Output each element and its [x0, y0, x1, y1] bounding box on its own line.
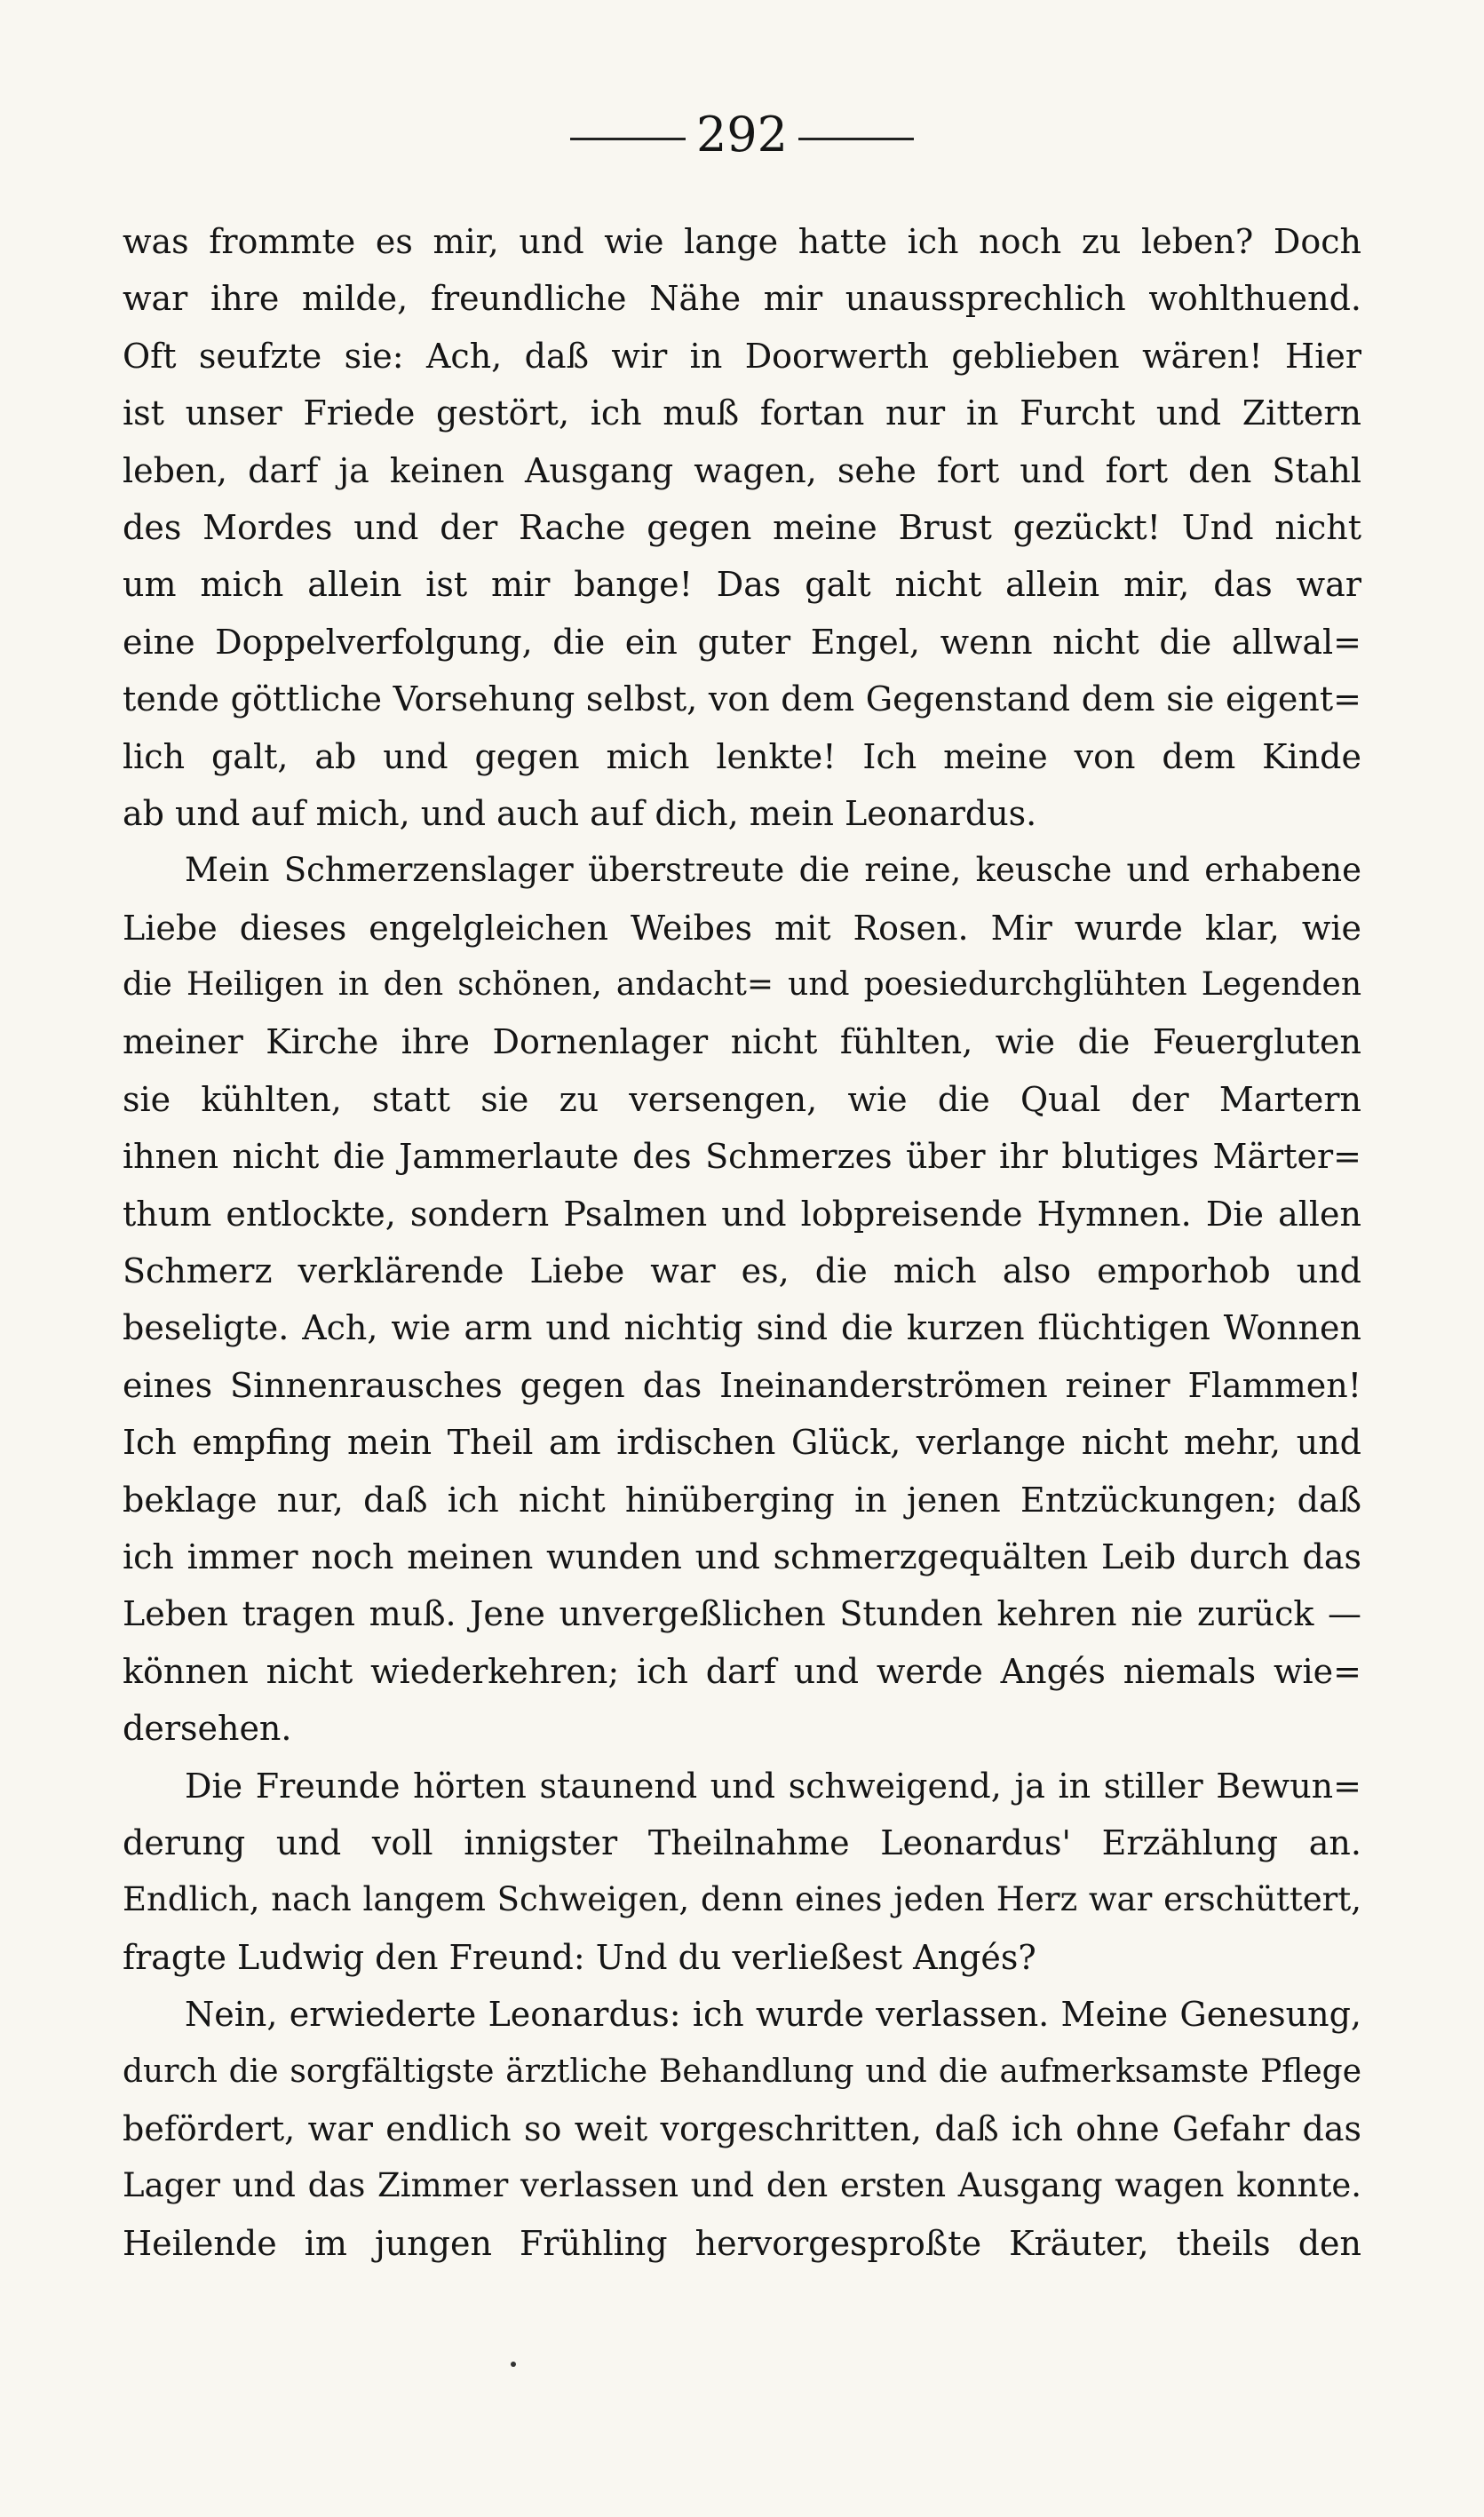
text-line: um mich allein ist mir bange! Das galt nicht allein mir, das war	[123, 565, 1361, 605]
text-line: Mein Schmerzenslager überstreute die reine, keusche und erhabene	[185, 851, 1361, 890]
text-line: leben, darf ja keinen Ausgang wagen, sehe fort und fort den Stahl	[123, 450, 1361, 490]
text-line: können nicht wiederkehren; ich darf und werde Angés niemals wie=	[123, 1651, 1361, 1691]
text-line: fragte Ludwig den Freund: Und du verließest Angés?	[123, 1937, 1036, 1977]
text-line: durch die sorgfältigste ärztliche Behandlung und die aufmerksamste Pflege	[123, 2053, 1361, 2090]
text-line: Nein, erwiederte Leonardus: ich wurde verlassen. Meine Genesung,	[185, 1995, 1361, 2035]
text-line: ihnen nicht die Jammerlaute des Schmerzes über ihr blutiges Märter=	[123, 1137, 1361, 1177]
text-line: ab und auf mich, und auch auf dich, mein Leonardus.	[123, 793, 1037, 833]
text-line: sie kühlten, statt sie zu versengen, wie die Qual der Martern	[123, 1079, 1361, 1119]
text-line: dersehen.	[123, 1709, 292, 1749]
text-line: Lager und das Zimmer verlassen und den ersten Ausgang wagen konnte.	[123, 2166, 1361, 2205]
text-line: Liebe dieses engelgleichen Weibes mit Rosen. Mir wurde klar, wie	[123, 908, 1361, 948]
text-line: des Mordes und der Rache gegen meine Brust gezückt! Und nicht	[123, 507, 1361, 547]
text-line: Heilende im jungen Frühling hervorgesproßte Kräuter, theils den	[123, 2223, 1361, 2263]
text-line: die Heiligen in den schönen, andacht= und poesiedurchglühten Legenden	[123, 966, 1361, 1004]
text-line: Die Freunde hörten staunend und schweigend, ja in stiller Bewun=	[185, 1766, 1361, 1806]
text-line: derung und voll innigster Theilnahme Leonardus' Erzählung an.	[123, 1822, 1361, 1862]
text-line: tende göttliche Vorsehung selbst, von dem Gegenstand dem sie eigent=	[123, 679, 1361, 719]
text-line: beseligte. Ach, wie arm und nichtig sind die kurzen flüchtigen Wonnen	[123, 1308, 1361, 1348]
text-line: eines Sinnenrausches gegen das Ineinanderströmen reiner Flammen!	[123, 1365, 1361, 1405]
text-line: beklage nur, daß ich nicht hinüberging in jenen Entzückungen; daß	[123, 1480, 1361, 1520]
text-line: Ich empfing mein Theil am irdischen Glück, verlange nicht mehr, und	[123, 1423, 1361, 1463]
text-line: befördert, war endlich so weit vorgeschritten, daß ich ohne Gefahr das	[123, 2108, 1361, 2148]
page-header	[0, 107, 1484, 163]
text-line: eine Doppelverfolgung, die ein guter Engel, wenn nicht die allwal=	[123, 622, 1361, 662]
text-line: thum entlockte, sondern Psalmen und lobpreisende Hymnen. Die allen	[123, 1194, 1361, 1234]
print-speck	[511, 2362, 516, 2367]
text-line: Leben tragen muß. Jene unvergeßlichen Stunden kehren nie zurück —	[123, 1594, 1361, 1634]
text-line: Oft seufzte sie: Ach, daß wir in Doorwerth geblieben wären! Hier	[123, 336, 1361, 376]
page-number: 292	[695, 107, 789, 163]
text-line: ich immer noch meinen wunden und schmerzgequälten Leib durch das	[123, 1536, 1361, 1576]
header-rule-right	[798, 138, 914, 140]
text-line: was frommte es mir, und wie lange hatte ich noch zu leben? Doch	[123, 222, 1361, 261]
text-line: lich galt, ab und gegen mich lenkte! Ich meine von dem Kinde	[123, 736, 1361, 776]
text-line: Endlich, nach langem Schweigen, denn eines jeden Herz war erschüttert,	[123, 1880, 1361, 1919]
body-text	[123, 213, 1361, 2272]
text-line: war ihre milde, freundliche Nähe mir unaussprechlich wohlthuend.	[123, 279, 1361, 319]
header-rule-left	[570, 138, 686, 140]
text-line: ist unser Friede gestört, ich muß fortan nur in Furcht und Zittern	[123, 393, 1361, 433]
text-line: Schmerz verklärende Liebe war es, die mich also emporhob und	[123, 1251, 1361, 1291]
text-line: meiner Kirche ihre Dornenlager nicht fühlten, wie die Feuergluten	[123, 1022, 1361, 1062]
